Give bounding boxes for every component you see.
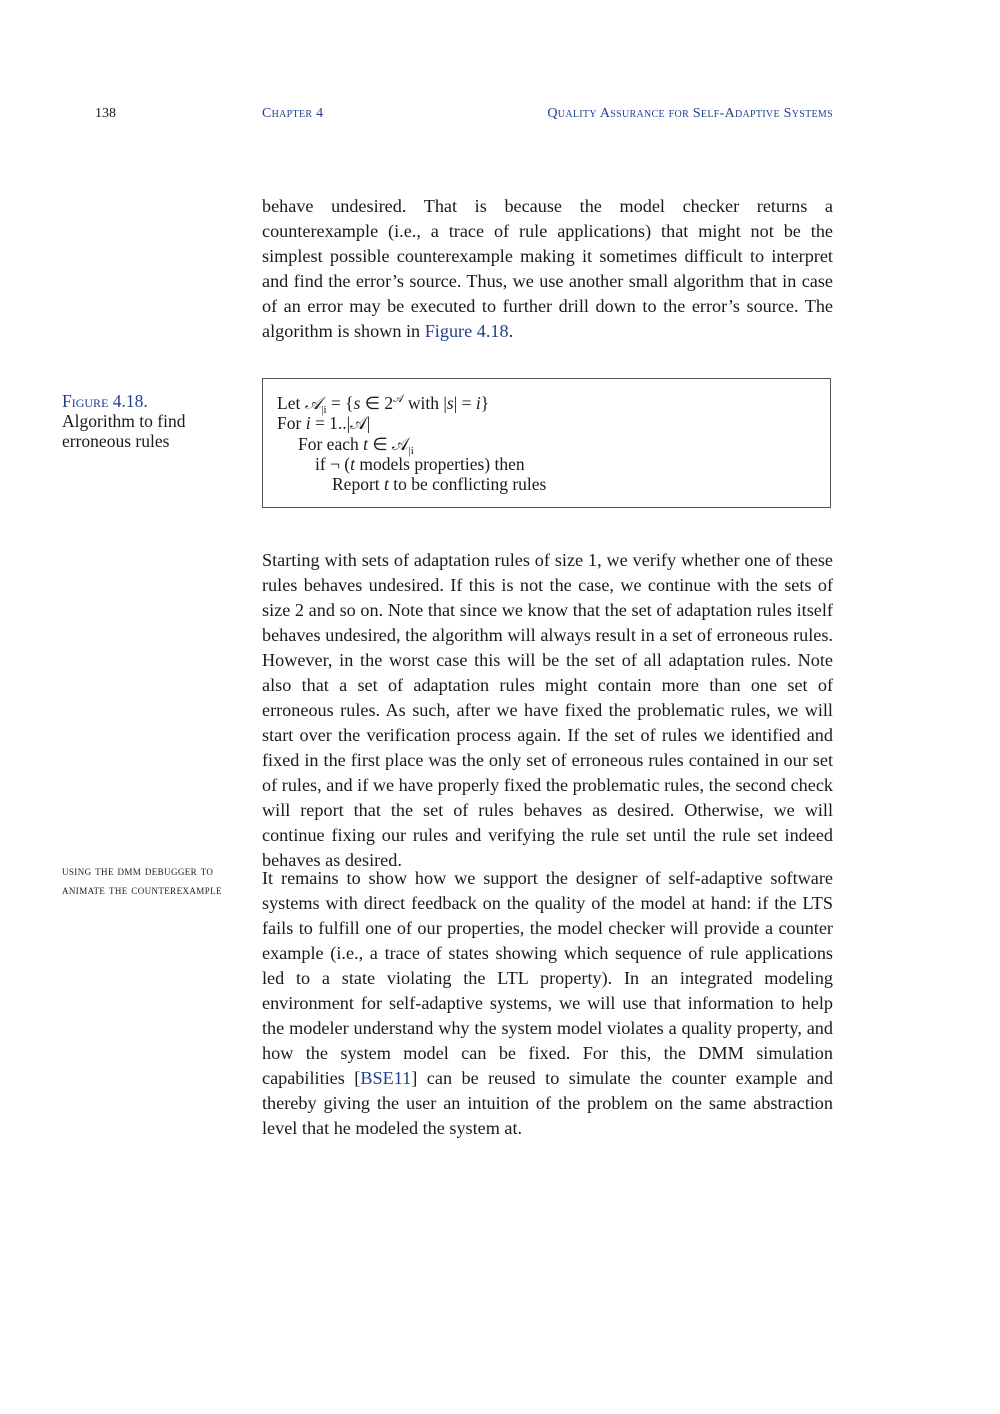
citation-link-bse11[interactable]: BSE11 bbox=[360, 1068, 412, 1088]
paragraph-intro-end: . bbox=[508, 321, 514, 341]
algo-token: if ¬ ( bbox=[315, 454, 351, 474]
algo-token: 𝒜 bbox=[393, 393, 404, 405]
algo-token: For each bbox=[298, 434, 364, 454]
margin-note: using the dmm debugger to animate the counterexample bbox=[62, 863, 222, 897]
paragraph-intro-text: behave undesired. That is because the model checker returns a counterexample (i.e., a trace of rule applications) that might not be the simplest possible counterexample making it sometimes difficult to interpret and find the error’s source. Thus, we use another small algorithm that in case of an error may be executed to further drill down to the error’s source. The algorithm is shown in bbox=[262, 196, 833, 341]
figure-4-18-link[interactable]: Figure 4.18 bbox=[424, 321, 509, 341]
algo-token: t bbox=[363, 434, 368, 454]
algo-token: t bbox=[350, 454, 356, 474]
algo-token: i bbox=[475, 393, 481, 413]
algo-token: s bbox=[353, 393, 361, 413]
algo-token: Report bbox=[332, 474, 385, 494]
algo-token: = 1..|𝒜| bbox=[310, 413, 371, 433]
algorithm-line-1 bbox=[277, 393, 490, 416]
algo-token: 𝒜 bbox=[304, 393, 322, 413]
algo-token: to be conflicting rules bbox=[388, 474, 547, 494]
algorithm-line-3 bbox=[298, 434, 414, 457]
page-number: 138 bbox=[95, 106, 116, 121]
algo-token: models properties) then bbox=[355, 454, 525, 474]
algo-token: |i bbox=[408, 445, 414, 457]
figure-caption-text: Algorithm to find erroneous rules bbox=[62, 411, 186, 451]
algorithm-line-4 bbox=[315, 454, 525, 474]
algo-token: For bbox=[277, 413, 306, 433]
algo-token: t bbox=[384, 474, 389, 494]
algo-token: = { bbox=[326, 393, 354, 413]
paragraph-intro bbox=[262, 194, 833, 344]
algo-token: Let bbox=[277, 393, 305, 413]
running-header-chapter: Chapter 4 bbox=[262, 106, 324, 121]
algo-token: ∈ 2 bbox=[360, 393, 394, 413]
algorithm-line-2 bbox=[277, 413, 370, 433]
algo-token: |i bbox=[321, 404, 327, 416]
figure-caption bbox=[62, 391, 222, 451]
paragraph-debugger-text-end: ] can be reused to simulate the counter example and thereby giving the user an intuition of the problem on the same abstraction level that he modeled the system at. bbox=[262, 1068, 833, 1138]
algo-token: s bbox=[446, 393, 454, 413]
algorithm-box bbox=[262, 378, 831, 508]
algo-token: ∈ 𝒜 bbox=[368, 434, 409, 454]
figure-label[interactable]: Figure 4.18. bbox=[62, 391, 148, 411]
paragraph-algorithm-explanation: Starting with sets of adaptation rules of size 1, we verify whether one of these rules behaves undesired. If this is not the case, we continue with the sets of size 2 and so on. Note that since we know that the set of adaptation rules itself behaves undesired, the algorithm will always result in a set of erroneous rules. However, in the worst case this will be the set of all adaptation rules. Note also that a set of adaptation rules might contain more than one set of erroneous rules. As such, after we have fixed the problematic rules, we will start over the verification process again. If the set of rules we identified and fixed in the first place was the only set of erroneous rules contained in our set of rules, and if we have properly fixed the problematic rules, the second check will report that the set of rules behaves as desired. Otherwise, we will continue fixing our rules and verifying the rule set until the rule set indeed behaves as desired. bbox=[262, 550, 833, 870]
algo-token: | = bbox=[453, 393, 476, 413]
algo-token: with | bbox=[403, 393, 447, 413]
paragraph-debugger-text: It remains to show how we support the designer of self-adaptive software systems with direct feedback on the quality of the model at hand: if the LTS fails to fulfill one of our properties, the model checker will provide a counter example (i.e., a trace of states showing which sequence of rule applications led to a state violating the LTL property). In an integrated modeling environment for self-adaptive systems, we will use that information to help the modeler understand why the system model violates a quality property, and how the system model can be fixed. For this, the DMM simulation capabilities [ bbox=[262, 868, 833, 1088]
algo-token: } bbox=[480, 393, 490, 413]
algo-token: i bbox=[305, 413, 311, 433]
algorithm-line-5 bbox=[332, 474, 546, 494]
paragraph-debugger bbox=[262, 866, 833, 1141]
running-header-title: Quality Assurance for Self-Adaptive Systems bbox=[547, 106, 833, 121]
